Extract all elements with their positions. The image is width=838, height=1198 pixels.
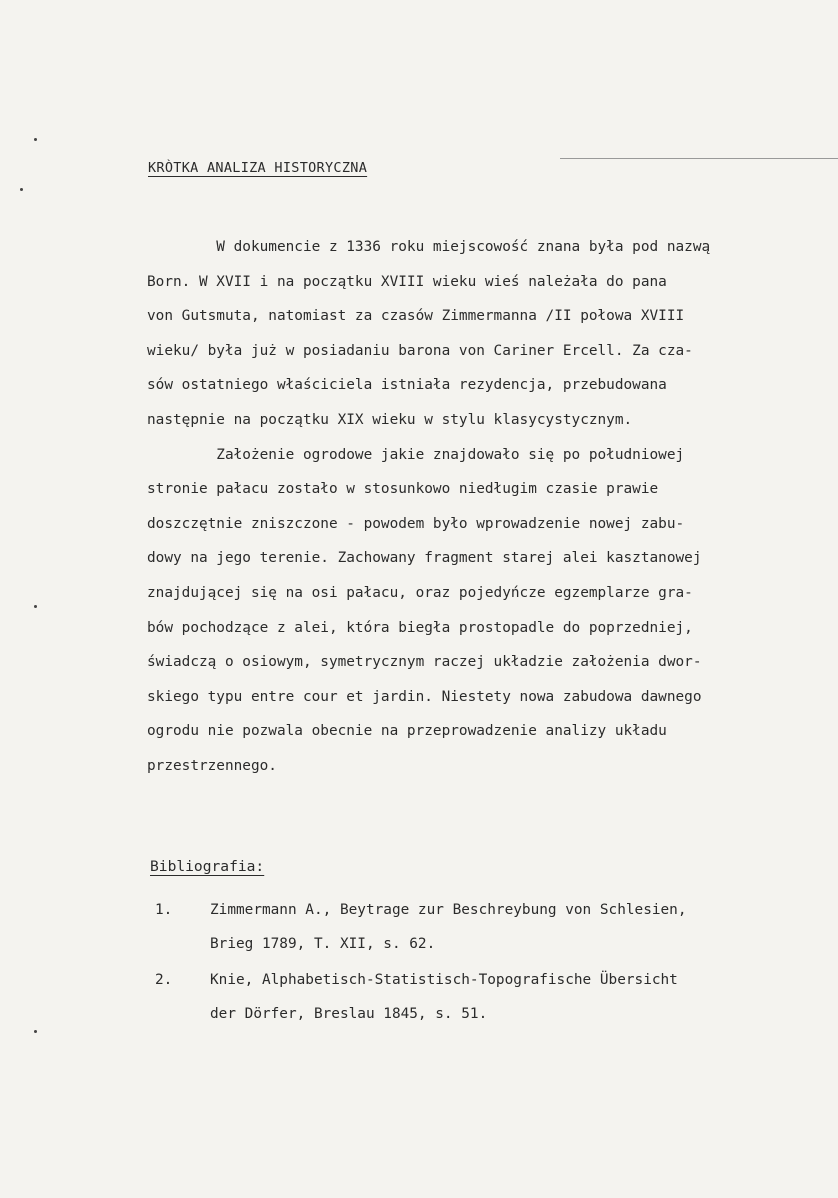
text-line: świadczą o osiowym, symetrycznym raczej układzie założenia dwor- bbox=[147, 654, 702, 671]
text-line: bów pochodzące z alei, która biegła prostopadle do poprzedniej, bbox=[147, 619, 693, 636]
text-line: znajdującej się na osi pałacu, oraz pojedyńcze egzemplarze gra- bbox=[147, 584, 693, 601]
bibliography-item-text: der Dörfer, Breslau 1845, s. 51. bbox=[210, 1006, 488, 1022]
punch-mark bbox=[34, 1030, 37, 1033]
bibliography-item-number: 1. bbox=[155, 902, 173, 918]
top-rule bbox=[560, 158, 838, 159]
text-line: von Gutsmuta, natomiast za czasów Zimmermanna /II połowa XVIII bbox=[147, 308, 685, 325]
punch-mark bbox=[20, 188, 23, 191]
text-line: sów ostatniego właściciela istniała rezydencja, przebudowana bbox=[147, 377, 667, 394]
text-line: ogrodu nie pozwala obecnie na przeprowadzenie analizy układu bbox=[147, 723, 667, 740]
bibliography-item bbox=[155, 972, 815, 1042]
bibliography-item-number: 2. bbox=[155, 972, 173, 988]
body-text bbox=[147, 230, 815, 784]
bibliography-heading: Bibliografia: bbox=[150, 858, 265, 875]
text-line: wieku/ była już w posiadaniu barona von Cariner Ercell. Za cza- bbox=[147, 342, 693, 359]
bibliography-item-text: Brieg 1789, T. XII, s. 62. bbox=[210, 936, 436, 952]
text-line: doszczętnie zniszczone - powodem było wprowadzenie nowej zabu- bbox=[147, 515, 685, 532]
text-line: stronie pałacu zostało w stosunkowo niedługim czasie prawie bbox=[147, 481, 659, 498]
bibliography-item bbox=[155, 902, 815, 972]
punch-mark bbox=[34, 605, 37, 608]
bibliography-list bbox=[155, 902, 815, 1042]
punch-mark bbox=[34, 138, 37, 141]
text-line: W dokumencie z 1336 roku miejscowość znana była pod nazwą bbox=[147, 239, 711, 255]
bibliography-item-text: Knie, Alphabetisch-Statistisch-Topografische Übersicht bbox=[210, 972, 678, 988]
text-line: Born. W XVII i na początku XVIII wieku wieś należała do pana bbox=[147, 273, 667, 290]
text-line: dowy na jego terenie. Zachowany fragment starej alei kasztanowej bbox=[147, 550, 702, 567]
text-line: następnie na początku XIX wieku w stylu klasycystycznym. bbox=[147, 411, 633, 428]
text-line: skiego typu entre cour et jardin. Niestety nowa zabudowa dawnego bbox=[147, 688, 702, 705]
document-title: KRÒTKA ANALIZA HISTORYCZNA bbox=[148, 160, 368, 176]
text-line: Założenie ogrodowe jakie znajdowało się po południowej bbox=[147, 446, 685, 463]
text-line: przestrzennego. bbox=[147, 757, 277, 774]
bibliography-item-text: Zimmermann A., Beytrage zur Beschreybung von Schlesien, bbox=[210, 902, 687, 918]
